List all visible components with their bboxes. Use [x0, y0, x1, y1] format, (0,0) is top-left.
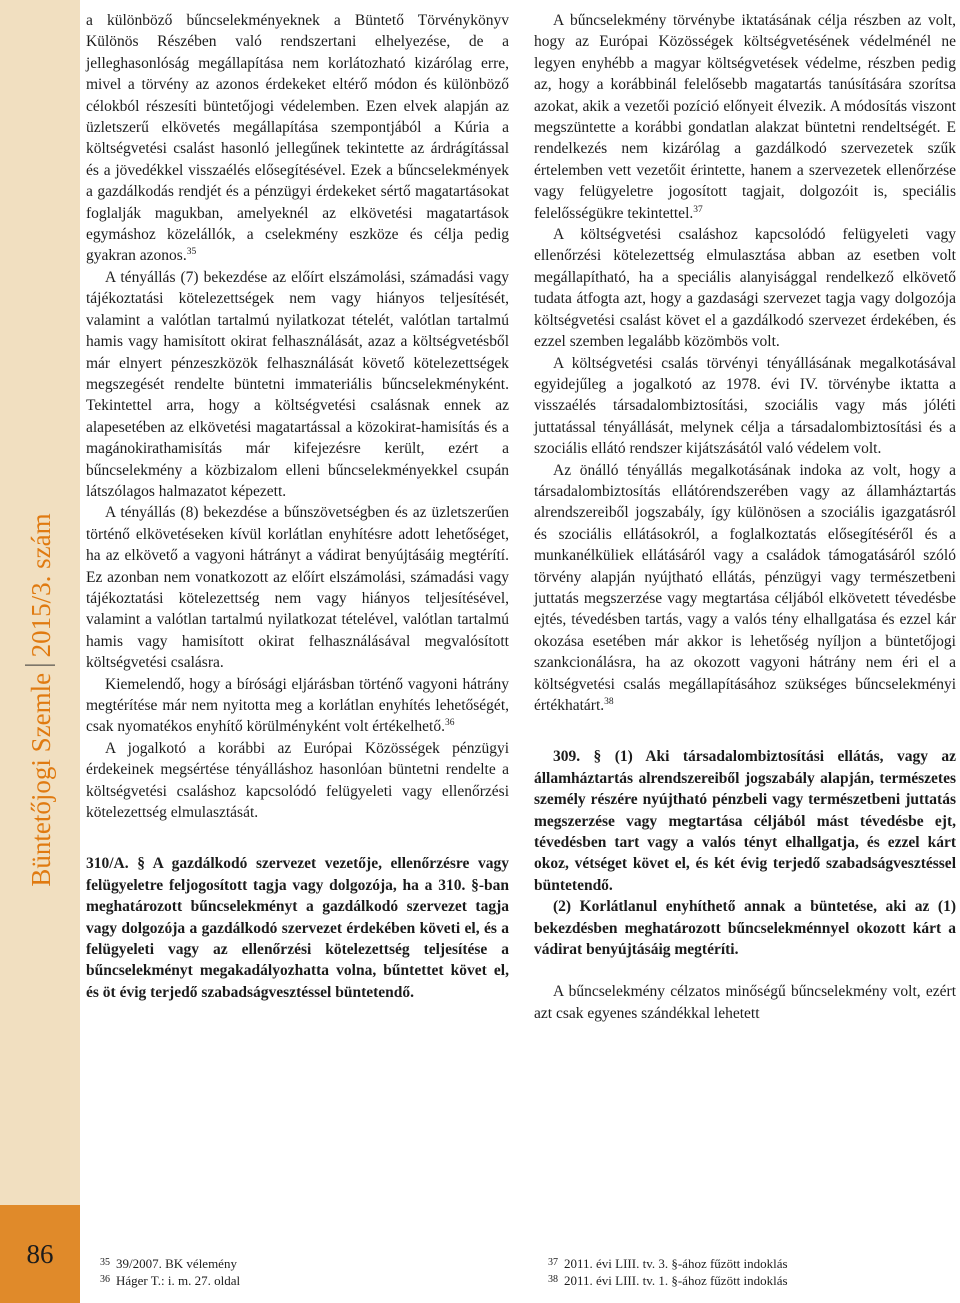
footnote	[548, 1272, 948, 1289]
paragraph-text: 310/A. § A gazdálkodó szervezet vezetője, ellenőrzésre vagy felügyeletre feljogosított tagja vagy dolgozója, ha a 310. §-ban meghatározott bűncselekményt a gazdálkodó szervezet tagja vagy dolgozója a gazdálkodó szervezet érdekében követi el, és a felügyeleti vagy az ellenőrzési kötelezettség teljesítése a bűncselekményt megakadályozhatta volna, bűntettet követ el, és öt évig terjedő szabadságvesztéssel büntetendő.	[86, 855, 509, 1001]
footnote	[100, 1272, 500, 1289]
footnote-ref[interactable]: 38	[604, 697, 614, 707]
paragraph	[534, 896, 956, 960]
paragraph-text: Kiemelendő, hogy a bírósági eljárásban történő vagyoni hátrány megtérítése már nem nyitotta meg a korlátlan enyhítés lehetőségét, csak nyomatékos enyhítő körülményként volt értékelhető.	[86, 675, 509, 736]
footnote-number: 35	[100, 1257, 110, 1268]
footnote-ref[interactable]: 37	[693, 204, 703, 215]
paragraph	[86, 10, 509, 267]
paragraph-text: A bűncselekmény célzatos minőségű bűncselekmény volt, ezért azt csak egyenes szándékkal lehetett	[534, 983, 956, 1022]
footnote	[548, 1255, 948, 1272]
paragraph	[86, 674, 509, 738]
paragraph-text: A költségvetési csaláshoz kapcsolódó felügyeleti vagy ellenőrzési kötelezettség elmulasztása abban az esetben volt megállapítható, ha a speciális alanyisággal rendelkező elkövető tudata átfogta azt, hogy a gazdasági szervezet tagja vagy dolgozója költségvetési csalást követ el a gazdálkodó szervezet érdekében, és ezzel szemben legalább közömbös volt.	[534, 226, 956, 351]
paragraph	[86, 502, 509, 673]
paragraph	[86, 738, 509, 824]
footnote-text: 39/2007. BK vélemény	[116, 1256, 237, 1271]
paragraph	[86, 267, 509, 502]
paragraph	[534, 224, 956, 352]
running-head	[25, 513, 55, 886]
paragraph-text: A tényállás (7) bekezdése az előírt elszámolási, számadási vagy tájékoztatási kötelezettségek nem vagy hiányos teljesítését, valamint a valótlan tartalmú nyilatkozat tételét, valótlan tartalmú hamis vagy hamisított okirat felhasználását, azaz a költségvetésből már elnyert pénzeszközök felhasználását követő kötelezettségek megszegését rendelte büntetni immateriális bűncselekményként. Tekintettel arra, hogy a költségvetési csalásnak ennek az alapesetében az elkövetési magatartással a közokirat-hamisítás és a magánokirathamisítás már kifejezésre került, ezért a bűncselekmény a közbizalom elleni bűncselekményekkel csupán látszólagos halmazatot képezett.	[86, 268, 509, 500]
right-column	[534, 10, 956, 1024]
paragraph-text: a különböző bűncselekményeknek a Büntető Törvénykönyv Különös Részében való rendszertani elhelyezése, de a jelleghasonlóság megállapítása nem korlátozható kizárólag erre, mivel a törvény az azonos érdekeket eltérő módon és különböző célokból részesíti büntetőjogi védelemben. Ezen elvek alapján az üzletszerű elkövetés megállapítása szempontjából a Kúria a költségvetési csalást hasonló jellegűnek tekintette az árdrágítással és a jövedékkel visszaélés elősegítésével. Ezek a bűncselekmények a gazdálkodás rendjét és a pénzügyi érdekeket sértő magatartásokat foglalják magukban, amelyeknél az elkövetési magatartások egymáshoz közelállók, a cselekmény eszköze és célja pedig gyakran azonos.	[86, 12, 509, 265]
paragraph-text: (2) Korlátlanul enyhíthető annak a büntetése, aki az (1) bekezdésben meghatározott bűncselekménnyel okozott kárt a vádirat benyújtásáig megtéríti.	[534, 898, 956, 959]
footnote	[100, 1255, 500, 1272]
page-number-box	[0, 1205, 80, 1303]
paragraph-text: A bűncselekmény törvénybe iktatásának célja részben az volt, hogy az Európai Közösségek költségvetésének védelménél ne legyen enyhébb a magyar költségvetések védelme, részben pedig az, hogy a korábbinál felelősebb magatartás tanúsítására szorítsa azokat, akik a vezetői pozíció előnyeit élvezik. A módosítás viszont megszüntette a korábbi gondatlan alakzat büntetni rendeltségét. E rendelkezés nem kizárólag a gazdálkodó szervezetek szűk értelemben vett vezetőit érintette, hanem a szervezetek ellenőrzése vagy felügyeletre jogosított tagjait, dolgozóit is, speciális felelősségükre tekintettel.	[534, 12, 956, 222]
footnote-number: 36	[100, 1274, 110, 1285]
paragraph	[534, 353, 956, 460]
sidebar-band	[0, 0, 80, 1205]
paragraph-text: A jogalkotó a korábbi az Európai Közösségek pénzügyi érdekeinek megsértése tényálláshoz hasonlóan büntetni rendelte a költségvetési csaláshoz kapcsolódó felügyeleti vagy ellenőrzési kötelezettség elmulasztását.	[86, 739, 509, 822]
page-number: 86	[26, 1238, 54, 1269]
paragraph-text: Az önálló tényállás megalkotásának indoka az volt, hogy a társadalombiztosítás ellátórendszerében vagy az államháztartás alrendszereiből jogszabály, így különösen a szociális igazgatásról és szociális ellátásokról, a foglalkoztatás elősegítéséről és a munkanélküliek ellátásáról vagy a családok támogatásáról szóló törvény alapján nyújtható ellátás, pénzügyi vagy természetbeni juttatás megszerzése vagy megtartása céljából elkövetett tévedésbe ejtés, tévedésben tartás, vagy a valós tény elhallgatása és ezzel kár okozása esetében már akkor is lehetőség nyíljon a büntetőjogi szankcionálásra, ha az okozott vagyoni hátrány nem éri el a költségvetési csalás megállapításához szükséges bűncselekményi értékhatárt.	[534, 461, 956, 714]
issue-label: 2015/3. szám	[26, 513, 56, 658]
paragraph-text: A költségvetési csalás törvényi tényállásának megalkotásával egyidejűleg a jogalkotó az 1978. évi IV. törvénybe iktatta a visszaélés társadalombiztosítási, szociális vagy más jóléti juttatással tényállását, melynek célja a társadalombiztosítási és a szociális ellátó rendszer kijátszásától való védelem volt.	[534, 354, 956, 458]
footnote-number: 38	[548, 1274, 558, 1285]
footnote-text: 2011. évi LIII. tv. 3. §-ához fűzött indoklás	[564, 1256, 788, 1271]
journal-title: Büntetőjogi Szemle	[26, 672, 56, 887]
running-head-separator	[25, 664, 55, 666]
footnote-number: 37	[548, 1257, 558, 1268]
footnote-ref[interactable]: 35	[186, 247, 197, 258]
paragraph	[534, 746, 956, 896]
paragraph	[534, 460, 956, 717]
left-column	[86, 10, 509, 1003]
paragraph	[534, 10, 956, 224]
footnote-ref[interactable]: 36	[445, 718, 455, 729]
footnote-text: 2011. évi LIII. tv. 1. §-ához fűzött indoklás	[564, 1273, 788, 1288]
paragraph	[86, 853, 509, 1003]
footnote-text: Háger T.: i. m. 27. oldal	[116, 1273, 241, 1288]
paragraph-text: 309. § (1) Aki társadalombiztosítási ellátás, vagy az államháztartás alrendszereiből jogszabály alapján, természetes személy részére nyújtható pénzbeli vagy természetbeni juttatás megszerzése vagy megtartása céljából mást tévedésbe ejt, tévedésben tart vagy a valós tényt elhallgatja, és ezzel kárt okoz, vétséget követ el, és két évig terjedő szabadságvesztéssel büntetendő.	[534, 748, 956, 894]
footnotes-right	[548, 1255, 948, 1289]
footnotes-left	[100, 1255, 500, 1289]
paragraph-text: A tényállás (8) bekezdése a bűnszövetségben és az üzletszerűen történő elkövetéseken kívül korlátlan enyhítésre adott lehetőséget, ha az elkövető a vagyoni hátrányt a vádirat benyújtásáig megtérítí. Ez azonban nem vonatkozott az előírt elszámolási, számadási vagy tájékoztatási kötelezettség nem vagy hiányos teljesítésével, valamint a valótlan tartalmú nyilatkozat tételével, valótlan tartalmú hamis vagy hamisított okirat felhasználásával megvalósított költségvetési csalásra.	[86, 504, 509, 672]
paragraph	[534, 981, 956, 1024]
